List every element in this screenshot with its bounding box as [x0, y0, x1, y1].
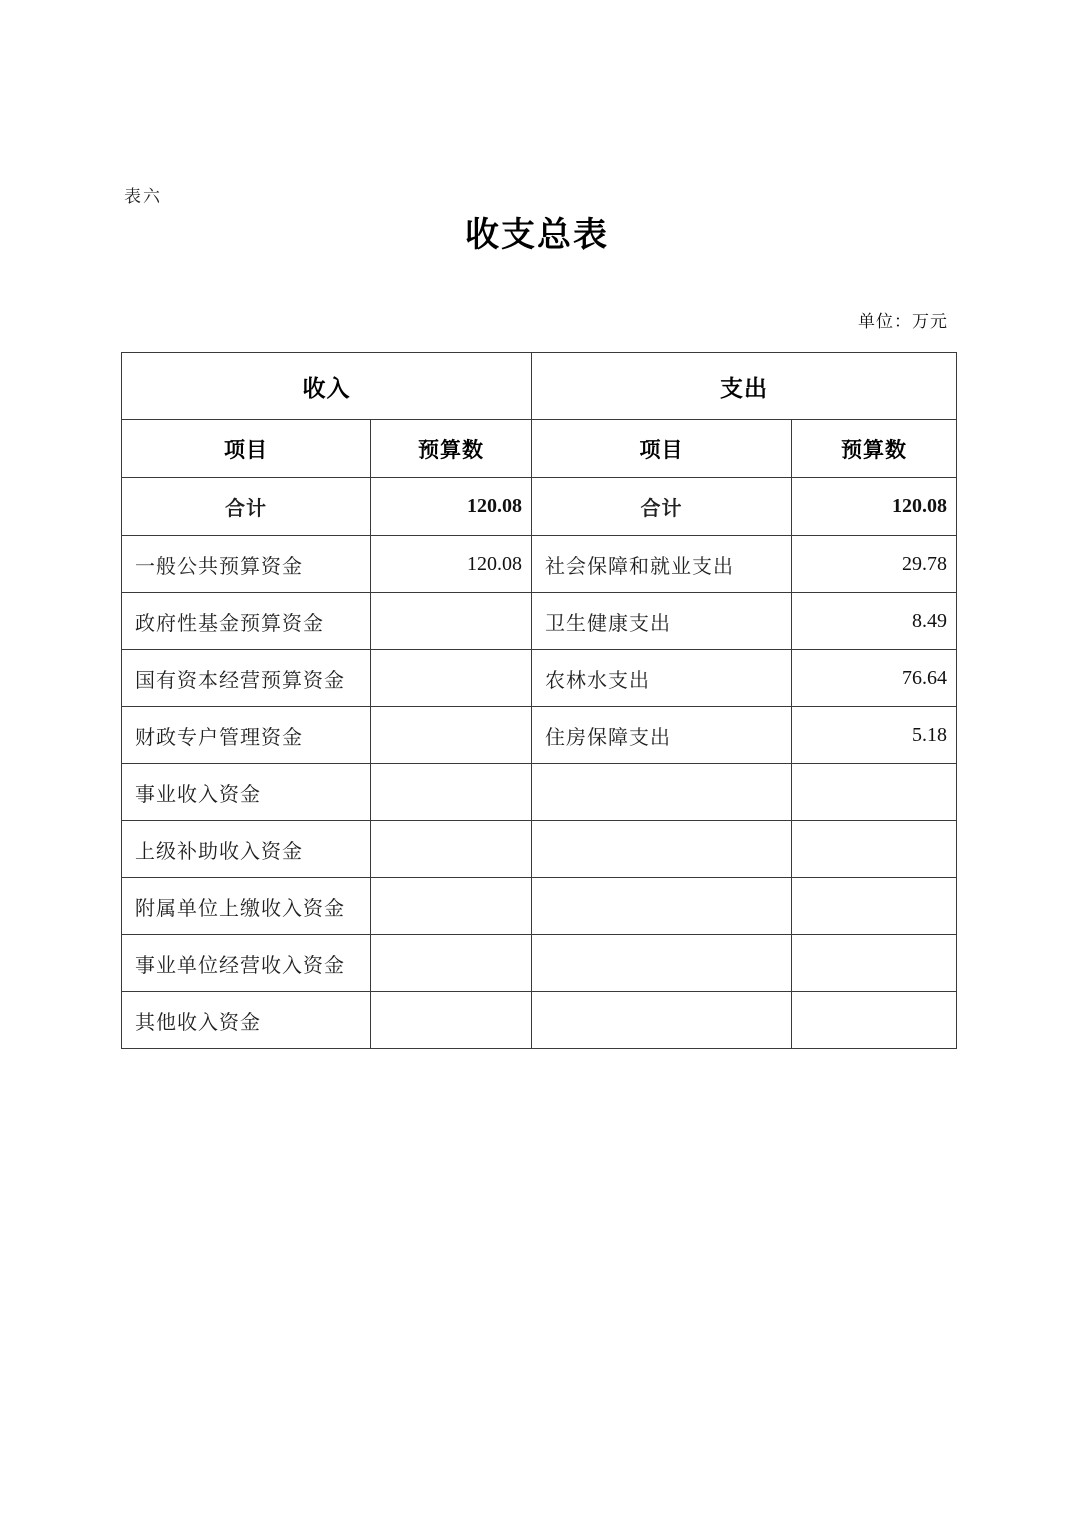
table-row	[122, 707, 957, 764]
revenue-budget-cell	[371, 821, 532, 878]
revenue-budget-cell	[371, 764, 532, 821]
expenditure-item-column-header: 项目	[532, 420, 792, 478]
page-title: 收支总表	[465, 217, 609, 254]
expenditure-item-cell	[532, 764, 792, 821]
revenue-item-cell: 事业单位经营收入资金	[122, 935, 371, 992]
revenue-budget-column-header: 预算数	[371, 420, 532, 478]
revenue-item-cell: 国有资本经营预算资金	[122, 650, 371, 707]
expenditure-budget-cell	[792, 764, 957, 821]
expenditure-budget-cell: 8.49	[792, 593, 957, 650]
expenditure-budget-column-header: 预算数	[792, 420, 957, 478]
section-header-row	[122, 353, 957, 420]
table-row	[122, 593, 957, 650]
table-row	[122, 821, 957, 878]
revenue-item-cell: 附属单位上缴收入资金	[122, 878, 371, 935]
table-number-label: 表六	[124, 187, 162, 206]
column-header-row	[122, 420, 957, 478]
table-row	[122, 764, 957, 821]
expenditure-total-label: 合计	[532, 478, 792, 536]
expenditure-budget-cell	[792, 821, 957, 878]
revenue-section-header: 收入	[122, 353, 532, 420]
expenditure-budget-cell: 29.78	[792, 536, 957, 593]
expenditure-total-value: 120.08	[792, 478, 957, 536]
revenue-item-cell: 财政专户管理资金	[122, 707, 371, 764]
expenditure-item-cell: 卫生健康支出	[532, 593, 792, 650]
revenue-item-cell: 事业收入资金	[122, 764, 371, 821]
revenue-budget-cell	[371, 593, 532, 650]
revenue-item-cell: 政府性基金预算资金	[122, 593, 371, 650]
revenue-total-label: 合计	[122, 478, 371, 536]
revenue-item-cell: 上级补助收入资金	[122, 821, 371, 878]
expenditure-item-cell	[532, 992, 792, 1049]
expenditure-budget-cell: 5.18	[792, 707, 957, 764]
expenditure-budget-cell	[792, 878, 957, 935]
table-row	[122, 935, 957, 992]
revenue-budget-cell	[371, 707, 532, 764]
expenditure-item-cell	[532, 878, 792, 935]
expenditure-section-header: 支出	[532, 353, 957, 420]
expenditure-budget-cell	[792, 935, 957, 992]
revenue-budget-cell	[371, 650, 532, 707]
revenue-total-value: 120.08	[371, 478, 532, 536]
revenue-budget-cell	[371, 878, 532, 935]
revenue-item-cell: 一般公共预算资金	[122, 536, 371, 593]
unit-note: 单位：万元	[858, 312, 948, 331]
expenditure-budget-cell	[792, 992, 957, 1049]
revenue-budget-cell: 120.08	[371, 536, 532, 593]
budget-table	[121, 352, 957, 1049]
expenditure-item-cell: 社会保障和就业支出	[532, 536, 792, 593]
total-row	[122, 478, 957, 536]
table-row	[122, 992, 957, 1049]
expenditure-budget-cell: 76.64	[792, 650, 957, 707]
revenue-item-column-header: 项目	[122, 420, 371, 478]
revenue-item-cell: 其他收入资金	[122, 992, 371, 1049]
expenditure-item-cell: 住房保障支出	[532, 707, 792, 764]
expenditure-item-cell	[532, 821, 792, 878]
revenue-budget-cell	[371, 935, 532, 992]
table-row	[122, 650, 957, 707]
expenditure-item-cell: 农林水支出	[532, 650, 792, 707]
expenditure-item-cell	[532, 935, 792, 992]
revenue-budget-cell	[371, 992, 532, 1049]
table-row	[122, 878, 957, 935]
table-row	[122, 536, 957, 593]
